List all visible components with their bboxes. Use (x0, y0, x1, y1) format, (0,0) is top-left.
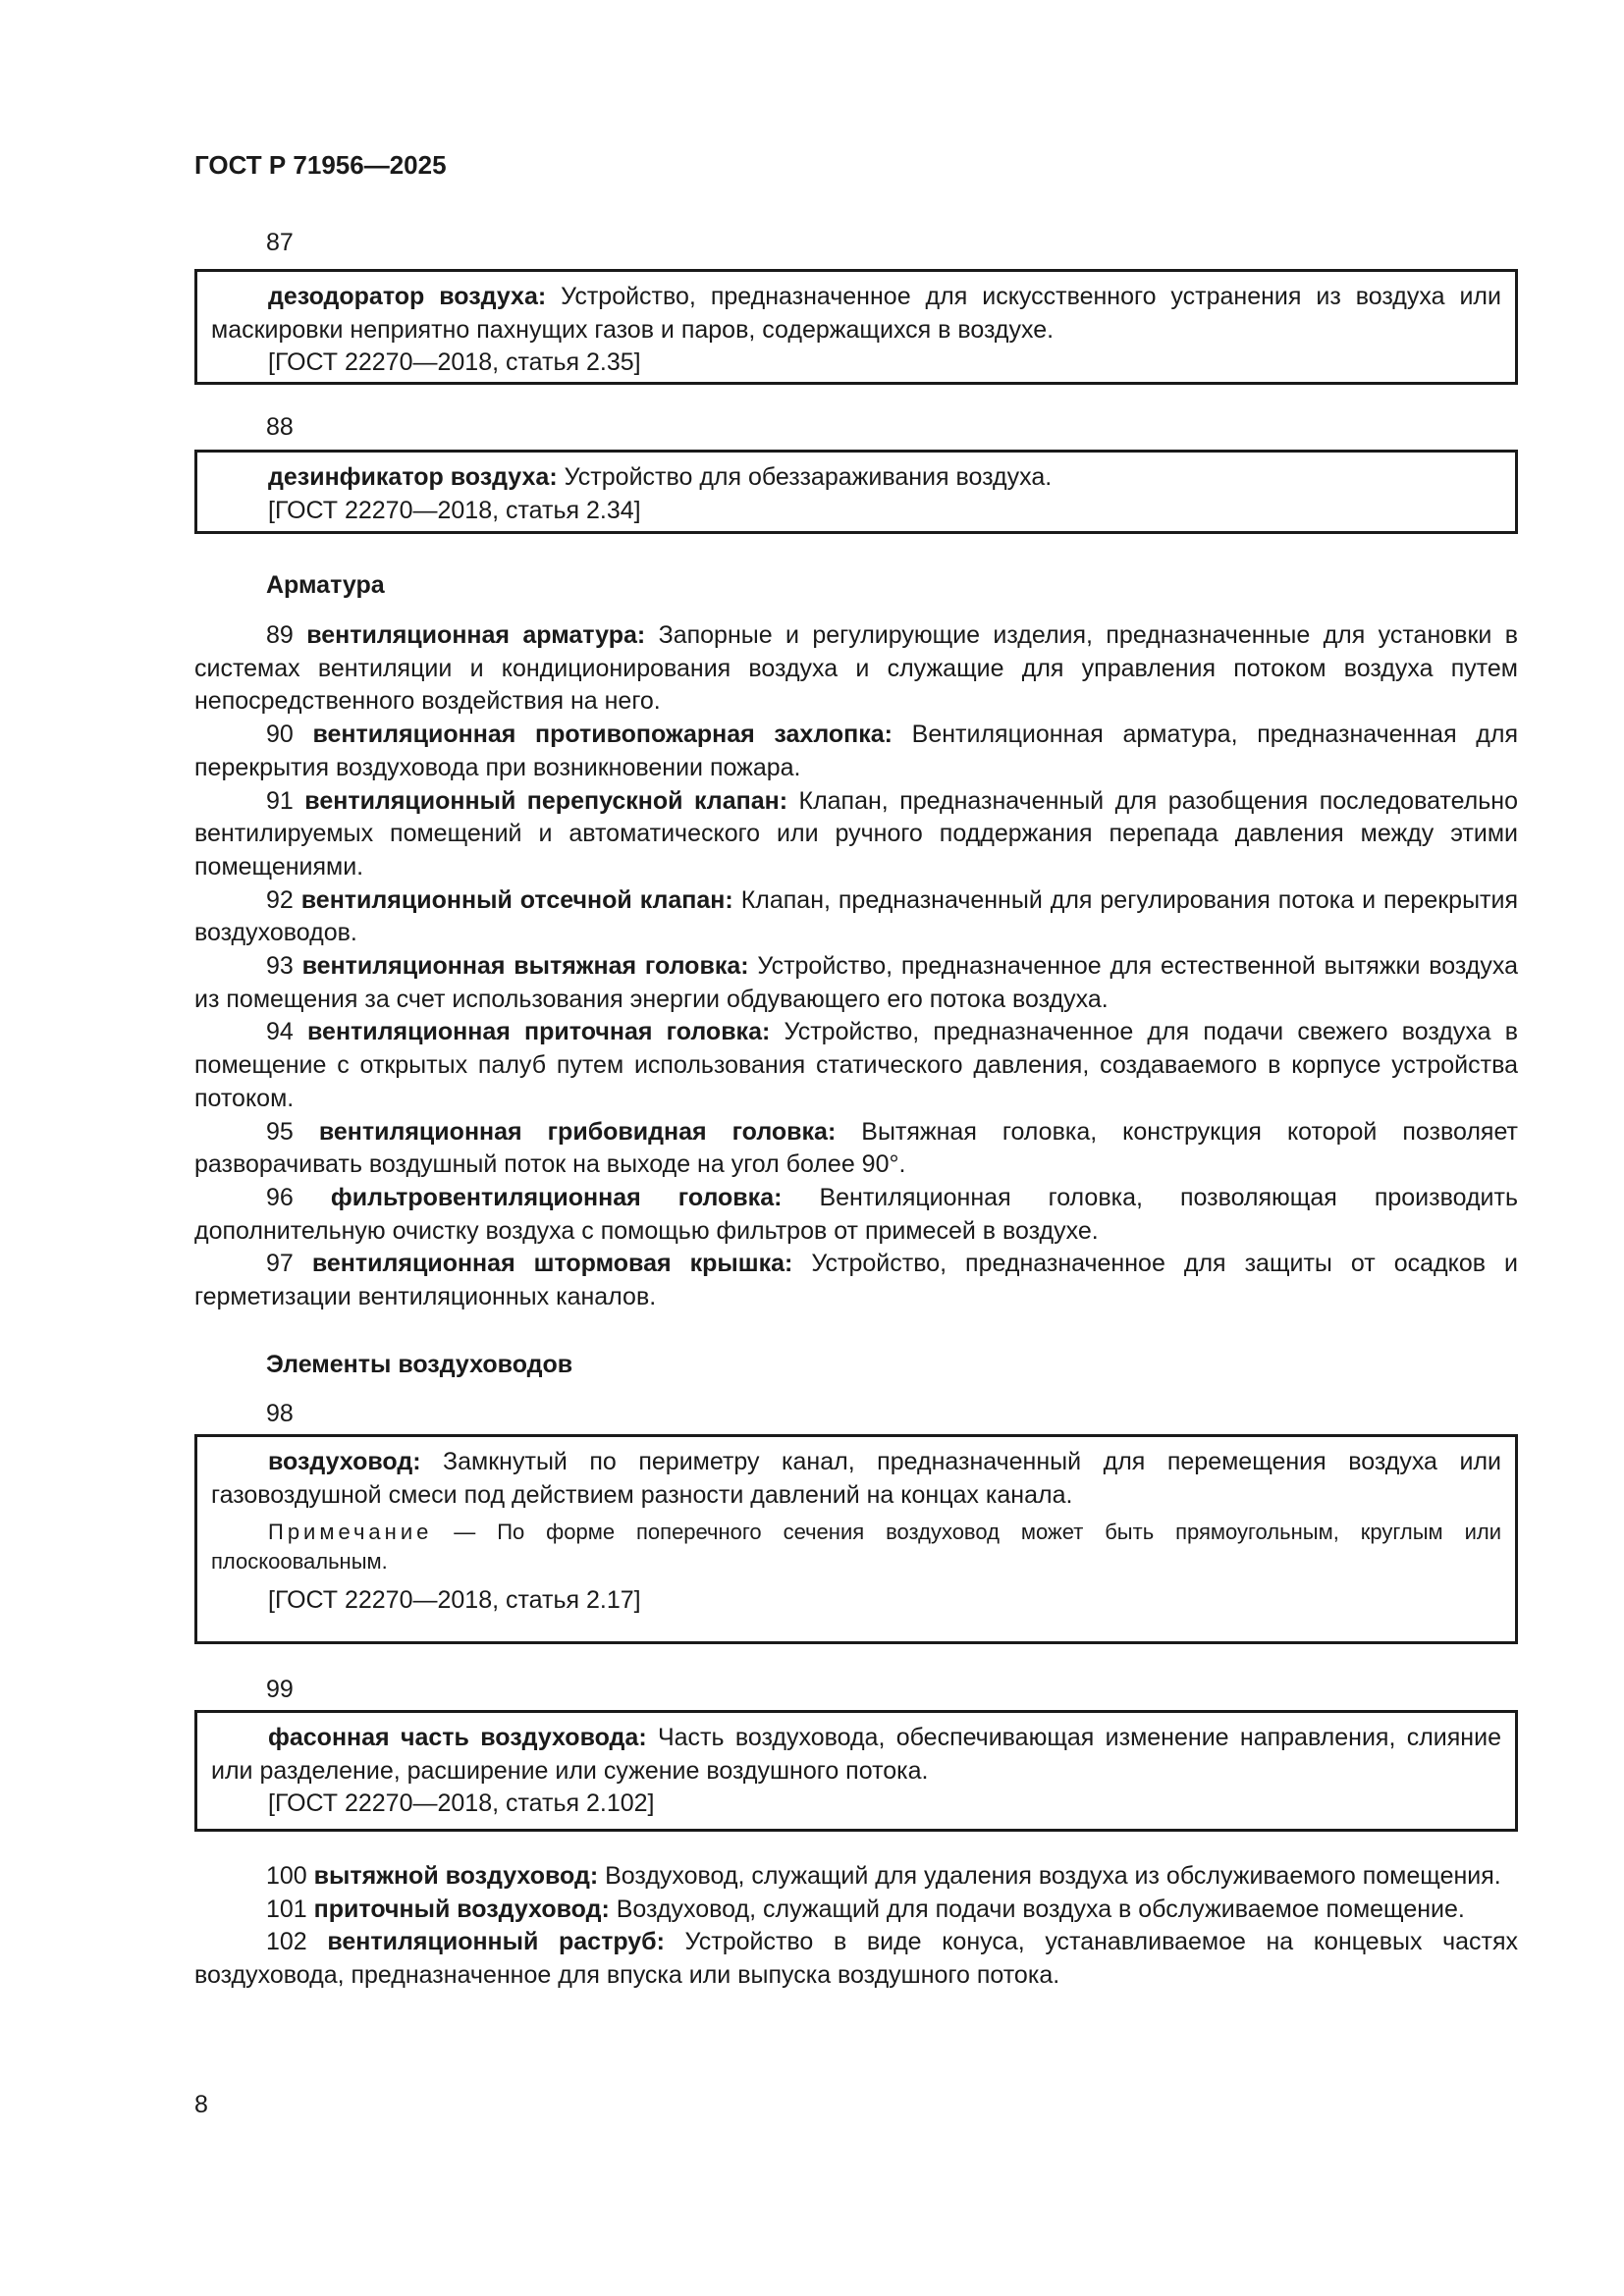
definition-text: Вытяжная головка, конструкция которой позволяет разворачивать воздушный поток на выходе на угол более 90°. (194, 1117, 1518, 1179)
term-definition (211, 281, 1501, 347)
term-entry (194, 619, 1518, 719)
term-source: [ГОСТ 22270—2018, статья 2.17] (268, 1586, 641, 1615)
term-entry (194, 1248, 1518, 1313)
definition-text: Клапан, предназначенный для разобщения последовательно вентилируемых помещений и автоматического или ручного поддержания перепада давления между этими помещениями. (194, 786, 1518, 881)
term-source: [ГОСТ 22270—2018, статья 2.35] (268, 348, 641, 377)
term-entry (194, 950, 1518, 1016)
term-box (194, 450, 1518, 534)
definition-text: Воздуховод, служащий для подачи воздуха в обслуживаемое помещение. (609, 1895, 1465, 1923)
term-entry (194, 719, 1518, 784)
definition-text: Устройство, предназначенное для защиты от осадков и герметизации вентиляционных каналов. (194, 1250, 1518, 1311)
note-text: — По форме поперечного сечения воздуховод может быть прямоугольным, круглым или плоскоовальным. (211, 1520, 1501, 1575)
term-name: вентиляционная приточная головка: (307, 1018, 771, 1046)
term-name: дезинфикатор воздуха: (268, 463, 558, 491)
term-entry (194, 1016, 1518, 1115)
definition-text: Вентиляционная головка, позволяющая производить дополнительную очистку воздуха с помощью фильтров от примесей в воздухе. (194, 1183, 1518, 1245)
term-number: 90 (266, 721, 313, 749)
term-name: вентиляционный раструб: (327, 1928, 665, 1956)
term-number: 100 (266, 1862, 314, 1890)
document-header: ГОСТ Р 71956—2025 (194, 150, 447, 180)
term-number: 96 (266, 1183, 331, 1211)
term-number: 92 (266, 885, 301, 914)
definition-text: Часть воздуховода, обеспечивающая изменение направления, слияние или разделение, расширение или сужение воздушного потока. (211, 1724, 1501, 1785)
term-name: вентиляционная штормовая крышка: (311, 1250, 793, 1278)
term-name: вентиляционная грибовидная головка: (318, 1117, 837, 1146)
term-number: 101 (266, 1895, 314, 1923)
term-number: 88 (266, 413, 294, 441)
term-entry (194, 1894, 1518, 1927)
definition-text: Устройство, предназначенное для естественной вытяжки воздуха из помещения за счет использования энергии обдувающего его потока воздуха. (194, 952, 1518, 1013)
term-number: 89 (266, 621, 307, 649)
section-title: Элементы воздуховодов (266, 1351, 573, 1378)
definition-text: Клапан, предназначенный для регулирования потока и перекрытия воздуховодов. (194, 885, 1519, 947)
term-entry (194, 1926, 1518, 1992)
term-number: 97 (266, 1250, 312, 1278)
term-number: 98 (266, 1400, 294, 1427)
definition-text: Устройство в виде конуса, устанавливаемое на концевых частях воздуховода, предназначенное для впуска или выпуска воздушного потока. (194, 1928, 1518, 1990)
page-number: 8 (194, 2091, 208, 2118)
term-name: воздуховод: (268, 1448, 421, 1475)
term-box (194, 1710, 1518, 1832)
term-name: фильтровентиляционная головка: (330, 1183, 783, 1211)
definition-text: Устройство, предназначенное для искусственного устранения из воздуха или маскировки неприятно пахнущих газов и паров, содержащихся в воздухе. (211, 283, 1501, 344)
term-box (194, 1434, 1518, 1644)
definition-text: Воздуховод, служащий для удаления воздуха из обслуживаемого помещения. (598, 1862, 1501, 1890)
term-source: [ГОСТ 22270—2018, статья 2.34] (268, 496, 641, 524)
term-name: фасонная часть воздуховода: (268, 1724, 647, 1751)
term-definition (211, 461, 1501, 495)
term-box (194, 269, 1518, 385)
term-entry (194, 785, 1518, 884)
term-entry (194, 884, 1518, 950)
term-name: вентиляционный перепускной клапан: (304, 786, 788, 815)
term-number: 94 (266, 1018, 308, 1046)
definition-text: Устройство, предназначенное для подачи свежего воздуха в помещение с открытых палуб путем использования статического давления, создаваемого в корпусе устройства потоком. (194, 1018, 1518, 1112)
term-number: 102 (266, 1928, 328, 1956)
note-label: Примечание (268, 1520, 433, 1545)
term-number: 95 (266, 1117, 319, 1146)
term-name: приточный воздуховод: (313, 1895, 610, 1923)
term-source: [ГОСТ 22270—2018, статья 2.102] (268, 1789, 655, 1818)
term-entry (194, 1860, 1518, 1894)
term-name: вентиляционная противопожарная захлопка: (312, 721, 893, 749)
term-number: 87 (266, 229, 294, 256)
term-name: вентиляционная вытяжная головка: (301, 952, 749, 981)
term-name: дезодоратор воздуха: (268, 283, 547, 310)
term-definition (211, 1722, 1501, 1788)
definition-text: Замкнутый по периметру канал, предназначенный для перемещения воздуха или газовоздушной смеси под действием разности давлений на концах канала. (211, 1448, 1501, 1509)
term-definition (211, 1446, 1501, 1512)
section-title: Арматура (266, 571, 385, 599)
term-list (194, 1860, 1518, 1993)
definition-text: Устройство для обеззараживания воздуха. (557, 463, 1053, 491)
term-number: 91 (266, 786, 305, 815)
term-list (194, 619, 1518, 1314)
definition-text: Вентиляционная арматура, предназначенная для перекрытия воздуховода при возникновении пожара. (194, 721, 1518, 781)
term-name: вентиляционный отсечной клапан: (300, 885, 733, 914)
term-name: вытяжной воздуховод: (313, 1862, 599, 1890)
term-entry (194, 1116, 1518, 1182)
term-number: 93 (266, 952, 302, 981)
term-name: вентиляционная арматура: (306, 621, 646, 649)
term-entry (194, 1182, 1518, 1248)
term-number: 99 (266, 1676, 294, 1703)
term-note (211, 1518, 1501, 1576)
definition-text: Запорные и регулирующие изделия, предназначенные для установки в системах вентиляции и кондиционирования воздуха и служащие для управления потоком воздуха путем непосредственного воздействия на него. (194, 621, 1518, 716)
